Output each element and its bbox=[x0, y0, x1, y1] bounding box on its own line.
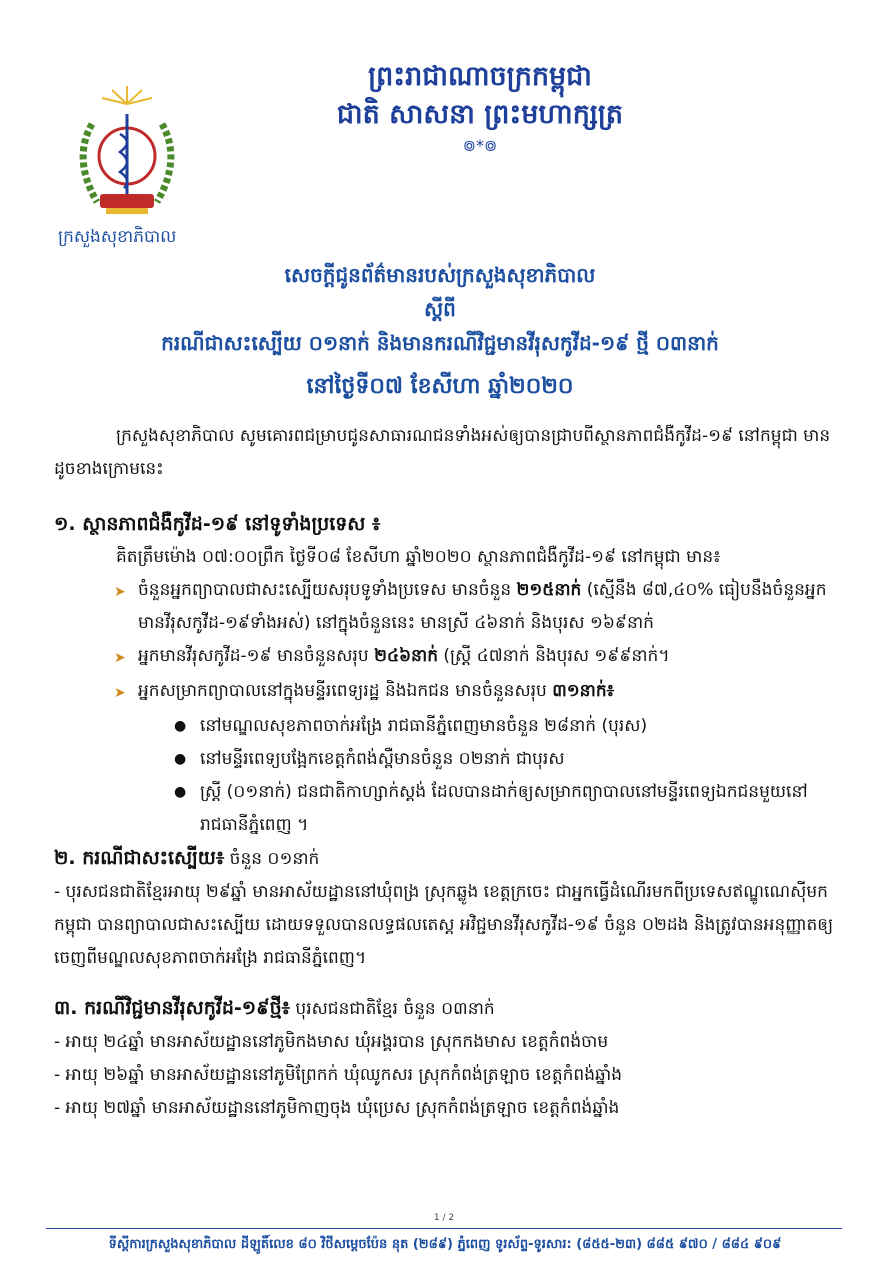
list-item: ● នៅមណ្ឌលសុខភាពចាក់អង្រែ រាជធានីភ្នំពេញមានចំនួន ២៨នាក់ (បុរស) bbox=[174, 710, 834, 743]
arrow-bullet-icon: ➤ bbox=[114, 584, 126, 600]
title-line-2: ស្តីពី bbox=[424, 297, 456, 321]
dot-bullet-icon: ● bbox=[174, 718, 187, 734]
dot-bullet-icon: ● bbox=[174, 784, 187, 800]
footer-address: ទីស្តីការក្រសួងសុខាភិបាល ដីឡូតិ៍លេខ ៨០ វិថីសម្តេចប៉ែន នុត (២៨៩) ភ្នំពេញ ទូរស័ព្ទ-ទូរសារ: (៨៥៥-២៣) ៨៨៥ ៩៧០ / ៨៨៤ ៩០៩ bbox=[108, 1237, 782, 1252]
document-title bbox=[60, 258, 820, 404]
section-2 bbox=[54, 842, 834, 975]
title-line-3: ករណីជាសះស្បើយ ០១នាក់ និងមានករណីវិជ្ជមានវីរុសកូវីដ-១៩ ថ្មី ០៣នាក់ bbox=[161, 331, 719, 355]
list-item: - អាយុ ២៦ឆ្នាំ មានអាស័យដ្ឋាននៅភូមិព្រែកក់ ឃុំឈូកសរ ស្រុកកំពង់ត្រឡាច ខេត្តកំពង់ឆ្នាំង bbox=[54, 1065, 622, 1085]
intro-paragraph: ក្រសួងសុខាភិបាល សូមគោរពជម្រាបជូនសាធារណជនទាំងអស់ឲ្យបានជ្រាបពីស្ថានភាពជំងឺកូវីដ-១៩ នៅកម្ពុជា មានដូចខាងក្រោមនេះ bbox=[54, 426, 831, 479]
page-number: 1 / 2 bbox=[433, 1213, 455, 1223]
ministry-emblem-logo bbox=[62, 84, 192, 224]
ministry-name: ក្រសួងសុខាភិបាល bbox=[58, 227, 177, 247]
section-3-heading: ៣. ករណីវិជ្ជមានវីរុសកូវីដ-១៩ថ្មី៖ បុរសជនជាតិខ្មែរ ចំនួន ០៣នាក់ bbox=[54, 997, 495, 1019]
section-1-heading: ១. ស្ថានភាពជំងឺកូវីដ-១៩ នៅទូទាំងប្រទេស ៖ bbox=[54, 513, 381, 535]
kingdom-title: ព្រះរាជាណាចក្រកម្ពុជា bbox=[368, 61, 592, 92]
treatment-sub-list bbox=[54, 710, 834, 842]
list-item: ● ស្ត្រី (០១នាក់) ជនជាតិកាហ្សាក់ស្តង់ ដែលបានដាក់ឲ្យសម្រាកព្យាបាលនៅមន្ទីរពេទ្យឯកជនមួយនៅរាជធានីភ្នំពេញ ។ bbox=[174, 776, 834, 842]
kingdom-heading bbox=[260, 58, 700, 134]
section-3 bbox=[54, 992, 834, 1125]
bullet-recovered bbox=[54, 574, 834, 640]
bullet-in-treatment bbox=[54, 675, 834, 710]
title-line-1: សេចក្តីជូនព័ត៌មានរបស់ក្រសួងសុខាភិបាល bbox=[284, 263, 596, 287]
section-1-lead: គិតត្រឹមម៉ោង ០៧:០០ព្រឹក ថ្ងៃទី០៨ ខែសីហា ឆ្នាំ២០២០ ស្ថានភាពជំងឺកូវីដ-១៩ នៅកម្ពុជា មាន៖ bbox=[116, 547, 721, 567]
list-item: - អាយុ ២៤ឆ្នាំ មានអាស័យដ្ឋាននៅភូមិកងមាស ឃុំអង្គរបាន ស្រុកកងមាស ខេត្តកំពង់ចាម bbox=[54, 1032, 609, 1052]
section-2-heading: ២. ករណីជាសះស្បើយ៖ ចំនួន ០១នាក់ bbox=[54, 847, 320, 869]
section-1 bbox=[54, 508, 834, 842]
title-date: នៅថ្ងៃទី០៧ ខែសីហា ឆ្នាំ២០២០ bbox=[306, 374, 574, 399]
section-2-text: - បុរសជនជាតិខ្មែរអាយុ ២៩ឆ្នាំ មានអាស័យដ្ឋាននៅឃុំពង្រ ស្រុកឆ្លូង ខេត្តក្រចេះ ជាអ្នកធ្វើដំណើរមកពីប្រទេសឥណ្ឌូណេស៊ីមកកម្ពុជា បានព្យាបាលជាសះស្បើយ ដោយទទួលបានលទ្ធផលតេស្ត អវិជ្ជមានវីរុសកូវីដ-១៩ ចំនួន ០២ដង និងត្រូវបានអនុញ្ញាតឲ្យចេញពីមណ្ឌលសុខភាពចាក់អង្រែ រាជធានីភ្នំពេញ។ bbox=[54, 882, 834, 968]
bullet-text: ចំនួនអ្នកព្យាបាលជាសះស្បើយសរុបទូទាំងប្រទេស មានចំនួន ២១៥នាក់ (ស្មើនឹង ៨៧,៤០% ធៀបនឹងចំនួនអ្នកមានវីរុសកូវីដ-១៩ទាំងអស់) នៅក្នុងចំនួននេះ មានស្រី ៤៦នាក់ និងបុរស ១៦៩នាក់ bbox=[138, 580, 827, 633]
bullet-text: អ្នកមានវីរុសកូវីដ-១៩ មានចំនួនសរុប ២៤៦នាក់ (ស្ត្រី ៤៧នាក់ និងបុរស ១៩៩នាក់។ bbox=[138, 646, 670, 666]
national-motto: ជាតិ សាសនា ព្រះមហាក្សត្រ bbox=[336, 99, 624, 130]
arrow-bullet-icon: ➤ bbox=[114, 685, 126, 701]
list-item: ● នៅមន្ទីរពេទ្យបង្អែកខេត្តកំពង់ស្ពឺមានចំនួន ០២នាក់ ជាបុរស bbox=[174, 743, 834, 776]
list-item: - អាយុ ២៧ឆ្នាំ មានអាស័យដ្ឋាននៅភូមិកាញចុង ឃុំប្រេស ស្រុកកំពង់ត្រឡាច ខេត្តកំពង់ឆ្នាំង bbox=[54, 1098, 620, 1118]
ornament-divider: ៙*៙ bbox=[462, 136, 498, 155]
bullet-total-cases bbox=[54, 640, 834, 675]
dot-bullet-icon: ● bbox=[174, 751, 187, 767]
footer-divider bbox=[46, 1228, 842, 1229]
arrow-bullet-icon: ➤ bbox=[114, 650, 126, 666]
bullet-text: អ្នកសម្រាកព្យាបាលនៅក្នុងមន្ទីរពេទ្យរដ្ឋ និងឯកជន មានចំនួនសរុប ៣១នាក់៖ bbox=[138, 681, 615, 701]
